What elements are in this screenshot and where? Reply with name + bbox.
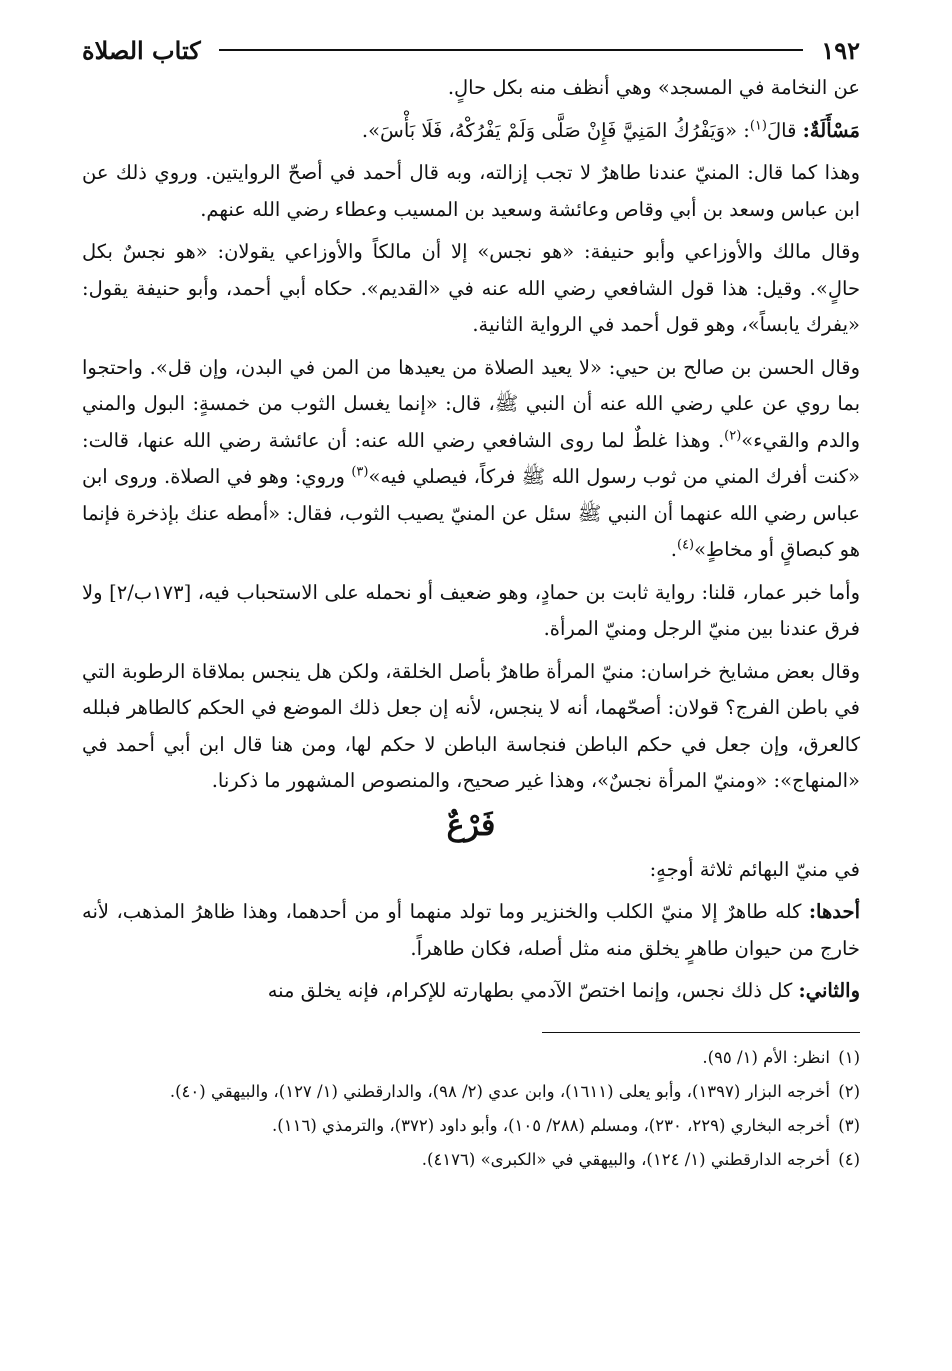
second-view-text: كل ذلك نجس، وإنما اختصّ الآدمي بطهارته للإكرام، فإنه يخلق منه <box>267 979 799 1002</box>
footnote-text: أخرجه البزار (١٣٩٧)، وأبو يعلى (١٦١١)، وابن عدي (٢/ ٩٨)، والدارقطني (١/ ١٢٧)، والبيهقي (٤٠). <box>169 1081 830 1101</box>
paragraph-4: وقال مالك والأوزاعي وأبو حنيفة: «هو نجس» إلا أن مالكاً والأوزاعي يقولان: «هو نجسٌ بكل حالٍ». وقيل: هذا قول الشافعي رضي الله عنه في «القديم». حكاه أبي أحمد، وأبو حنيفة يقول: «يفرك يابساً»، وهو قول أحمد في الرواية الثانية. <box>82 240 860 336</box>
footnote-text: أخرجه الدارقطني (١/ ١٢٤)، والبيهقي في «الكبرى» (٤١٧٦). <box>421 1149 830 1169</box>
footnote-ref-2: (٢) <box>724 428 742 443</box>
paragraph-8: في منيّ البهائم ثلاثة أوجهٍ: <box>649 857 860 881</box>
footnotes <box>82 1043 860 1175</box>
footnote-text: أخرجه البخاري (٢٢٩، ٢٣٠)، ومسلم (٢٨٨/ ١٠٥)، وأبو داود (٣٧٢)، والترمذي (١١٦). <box>272 1115 830 1135</box>
footnote-separator <box>542 1032 860 1033</box>
paragraph-5-part-c: وروي: وهو في الصلاة. وروى ابن عباس رضي الله عنهما أن النبي ﷺ سئل عن المنيّ يصيب الثوب، فقال: «أمطه عنك بإذخرة فإنما هو كبصاقٍ أو مخاطٍ» <box>82 465 860 561</box>
footnote-ref-4: (٤) <box>676 537 695 553</box>
running-head <box>82 30 860 70</box>
paragraph-second-view <box>82 973 860 1010</box>
paragraph-first-view <box>82 894 860 967</box>
second-view-label: والثاني: <box>798 979 860 1002</box>
page-number: ١٩٢ <box>821 35 860 65</box>
book-title: كتاب الصلاة <box>82 35 201 65</box>
paragraph-1: عن النخامة في المسجد» وهي أنظف منه بكل حالٍ. <box>447 76 860 99</box>
body-text <box>82 70 860 1010</box>
paragraph-5 <box>82 350 860 569</box>
footnote-number: (١) <box>838 1047 860 1067</box>
paragraph-5-part-b: . وهذا غلطٌ لما روى الشافعي رضي الله عنه: أن عائشة رضي الله عنها، قالت: «كنت أفرك المني من ثوب رسول الله ﷺ فركاً، فيصلي فيه» <box>82 428 860 488</box>
footnote-ref-3: (٣) <box>351 464 369 480</box>
footnote-number: (٣) <box>838 1115 860 1135</box>
footnote-ref-1: (١) <box>749 118 767 133</box>
paragraph-5-part-d: . <box>670 538 677 561</box>
paragraph-3: وهذا كما قال: المنيّ عندنا طاهرٌ لا تجب إزالته، وبه قال أحمد في أصحّ الروايتين. وروي ذلك عن ابن عباس وسعد بن أبي وقاص وعائشة وسعيد بن المسيب وعطاء رضي الله عنهم. <box>82 161 860 221</box>
footnote-item <box>82 1077 860 1107</box>
mas-ala-text: قالَ <box>766 118 797 142</box>
footnote-number: (٤) <box>838 1149 860 1169</box>
paragraph-7: وقال بعض مشايخ خراسان: منيّ المرأة طاهرٌ بأصل الخلقة، ولكن هل ينجس بملاقاة الرطوبة التي في باطن الفرج؟ قولان: أصحّهما، أنه لا ينجس، لأنه إن جعل ذلك الموضع في الحكم كالطاهر فبلله كالعرق، وإن جعل في حكم الباطن فنجاسة الباطن لا حكم لها، ومن هنا قال ابن أبي أحمد في «المنهاج»: «ومنيّ المرأة نجسٌ»، وهذا غير صحيح، والمنصوص المشهور ما ذكرنا. <box>82 659 860 792</box>
first-view-label: أحدها: <box>808 900 860 923</box>
mas-ala-quote: : «وَيَفْرُكُ المَنِيَّ فَإِنْ صَلَّى وَلَمْ يَفْرُكْهُ، فَلَا بَأْسَ». <box>361 118 750 142</box>
paragraph-mas-ala <box>82 113 860 150</box>
footnote-number: (٢) <box>838 1081 860 1101</box>
paragraph-6: وأما خبر عمار، قلنا: رواية ثابت بن حمادٍ، وهو ضعيف أو نحمله على الاستحباب فيه، [١٧٣ب/٢] ولا فرق عندنا بين منيّ الرجل ومنيّ المرأة. <box>82 580 860 640</box>
first-view-text: كله طاهرٌ إلا منيّ الكلب والخنزير وما تولد منهما أو من أحدهما، وهذا ظاهرُ المذهب، لأنه خارج من حيوان طاهرٍ يخلق منه مثل أصله، فكان طاهراً. <box>82 900 860 960</box>
footnote-item <box>82 1111 860 1141</box>
paragraph-5-part-a: وقال الحسن بن صالح بن حيي: «لا يعيد الصلاة من يعيدها من المن في البدن، وإن قل». واحتجوا بما روي عن علي رضي الله عنه أن النبي ﷺ، قال: «إنما يغسل الثوب من خمسةٍ: البول والمني والدم والقيء» <box>82 355 860 452</box>
footnote-item <box>82 1043 860 1073</box>
footnote-text: انظر: الأم (١/ ٩٥). <box>702 1047 830 1067</box>
book-page <box>82 30 860 1179</box>
footnote-item <box>82 1145 860 1175</box>
mas-ala-label: مَسْأَلَةٌ: <box>802 118 860 142</box>
header-rule <box>219 49 804 51</box>
section-heading: فَرْعٌ <box>446 807 496 843</box>
